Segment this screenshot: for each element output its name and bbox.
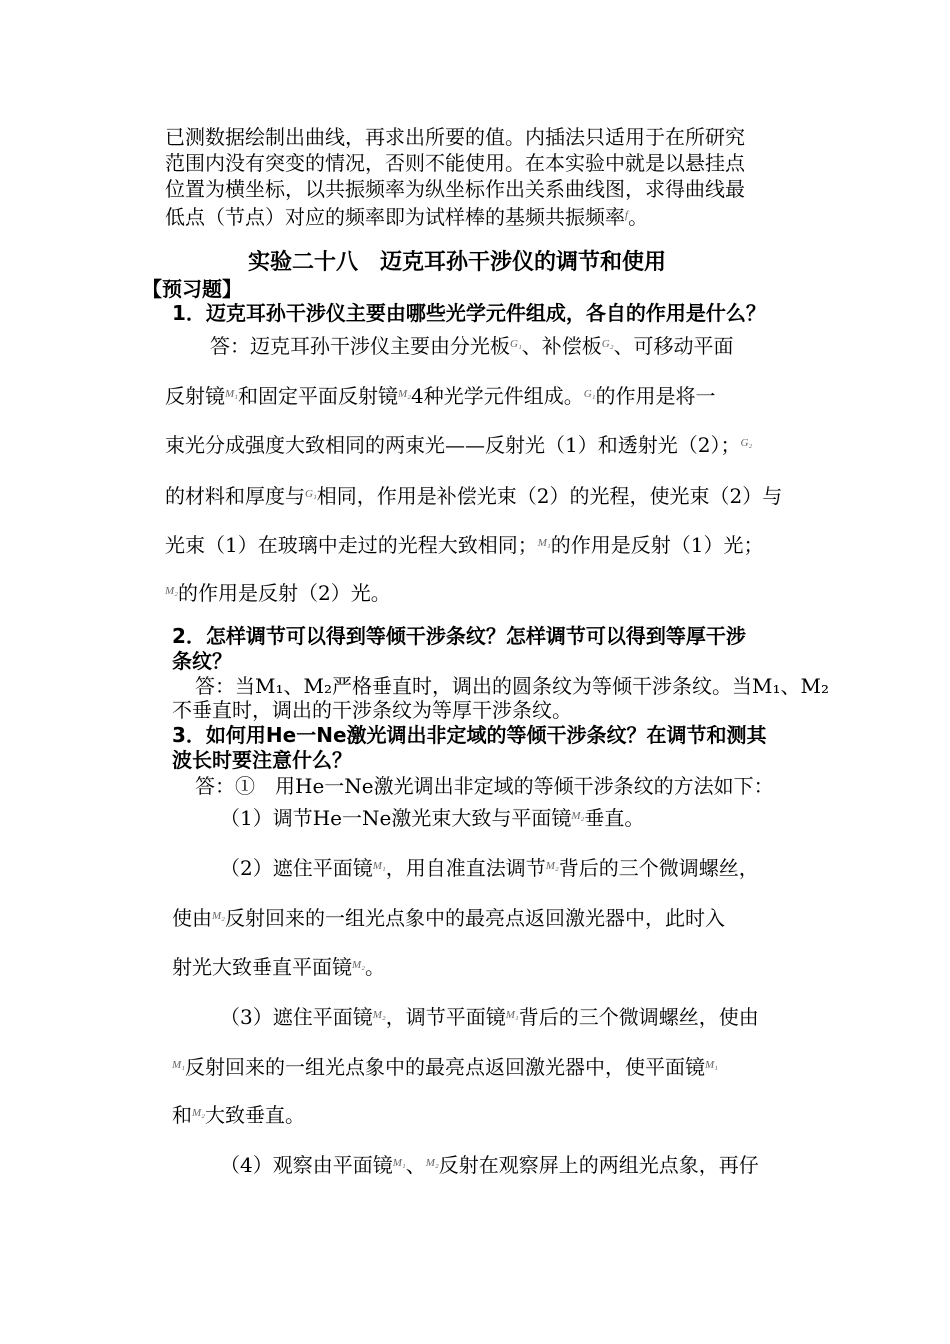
experiment-title: 实验二十八 迈克耳孙干涉仪的调节和使用 (248, 250, 667, 275)
q3-step-1: （1）调节He一Ne激光束大致与平面镜$^{M_2}$垂直。 (220, 806, 645, 830)
q3-step-4: （4）观察由平面镜$^{M_1}$、$^{M_2}$反射在观察屏上的两组光点象，再仔 (220, 1153, 759, 1177)
intro-line-1: 已测数据绘制出曲线，再求出所要的值。内插法只适用于在所研究 (165, 125, 745, 149)
q2-answer-line-1: 答：当M₁、M₂严格垂直时，调出的圆条纹为等倾干涉条纹。当M₁、M₂ (195, 674, 829, 698)
q3-step-2-line-2: 使由$^{M_2}$反射回来的一组光点象中的最亮点返回激光器中，此时入 (172, 906, 725, 930)
q3-answer-line-1: 答：① 用He一Ne激光调出非定域的等倾干涉条纹的方法如下： (195, 774, 774, 798)
question-2-line-2: 条纹？ (172, 649, 232, 673)
question-1: 1．迈克耳孙干涉仪主要由哪些光学元件组成，各自的作用是什么？ (172, 301, 766, 325)
intro-line-4: 低点（节点）对应的频率即为试样棒的基频共振频率$^f$。 (165, 205, 649, 229)
question-3-line-2: 波长时要注意什么？ (172, 748, 352, 772)
q1-answer-line-5: 光束（1）在玻璃中走过的光程大致相同；$^{M_1}$的作用是反射（1）光； (165, 533, 764, 557)
intro-line-2: 范围内没有突变的情况，否则不能使用。在本实验中就是以悬挂点 (165, 151, 745, 175)
question-2-line-1: 2．怎样调节可以得到等倾干涉条纹？怎样调节可以得到等厚干涉 (172, 624, 746, 648)
section-heading: 【预习题】 (142, 277, 242, 301)
q3-step-3-line-3: 和$^{M_2}$大致垂直。 (172, 1103, 305, 1127)
intro-line-3: 位置为横坐标，以共振频率为纵坐标作出关系曲线图，求得曲线最 (165, 177, 745, 201)
q1-answer-line-3: 束光分成强度大致相同的两束光——反射光（1）和透射光（2）；$^{G_2}$ (165, 433, 753, 457)
question-3-line-1: 3．如何用He一Ne激光调出非定域的等倾干涉条纹？在调节和测其 (172, 723, 767, 747)
symbol-f: f (625, 209, 629, 221)
q1-answer-line-2: 反射镜$^{M_1}$和固定平面反射镜$^{M_2}$4种光学元件组成。$^{G_1}$的作用是将一 (165, 384, 716, 408)
q3-step-2-line-1: （2）遮住平面镜$^{M_1}$，用自准直法调节$^{M_2}$背后的三个微调螺丝， (220, 856, 759, 880)
q3-step-3-line-1: （3）遮住平面镜$^{M_2}$，调节平面镜$^{M_1}$背后的三个微调螺丝，使由 (220, 1005, 759, 1029)
q1-answer-line-6: $^{M_2}$的作用是反射（2）光。 (165, 581, 391, 605)
q2-answer-line-2: 不垂直时，调出的干涉条纹为等厚干涉条纹。 (172, 698, 572, 722)
q1-answer-line-1: 答：迈克耳孙干涉仪主要由分光板$^{G_1}$、补偿板$^{G_2}$、可移动平面 (210, 334, 734, 358)
q3-step-3-line-2: $^{M_1}$反射回来的一组光点象中的最亮点返回激光器中，使平面镜$^{M_1}$ (172, 1055, 718, 1079)
q1-answer-line-4: 的材料和厚度与$^{G_1}$相同，作用是补偿光束（2）的光程，使光束（2）与 (165, 484, 783, 508)
q3-step-2-line-3: 射光大致垂直平面镜$^{M_2}$。 (172, 955, 385, 979)
